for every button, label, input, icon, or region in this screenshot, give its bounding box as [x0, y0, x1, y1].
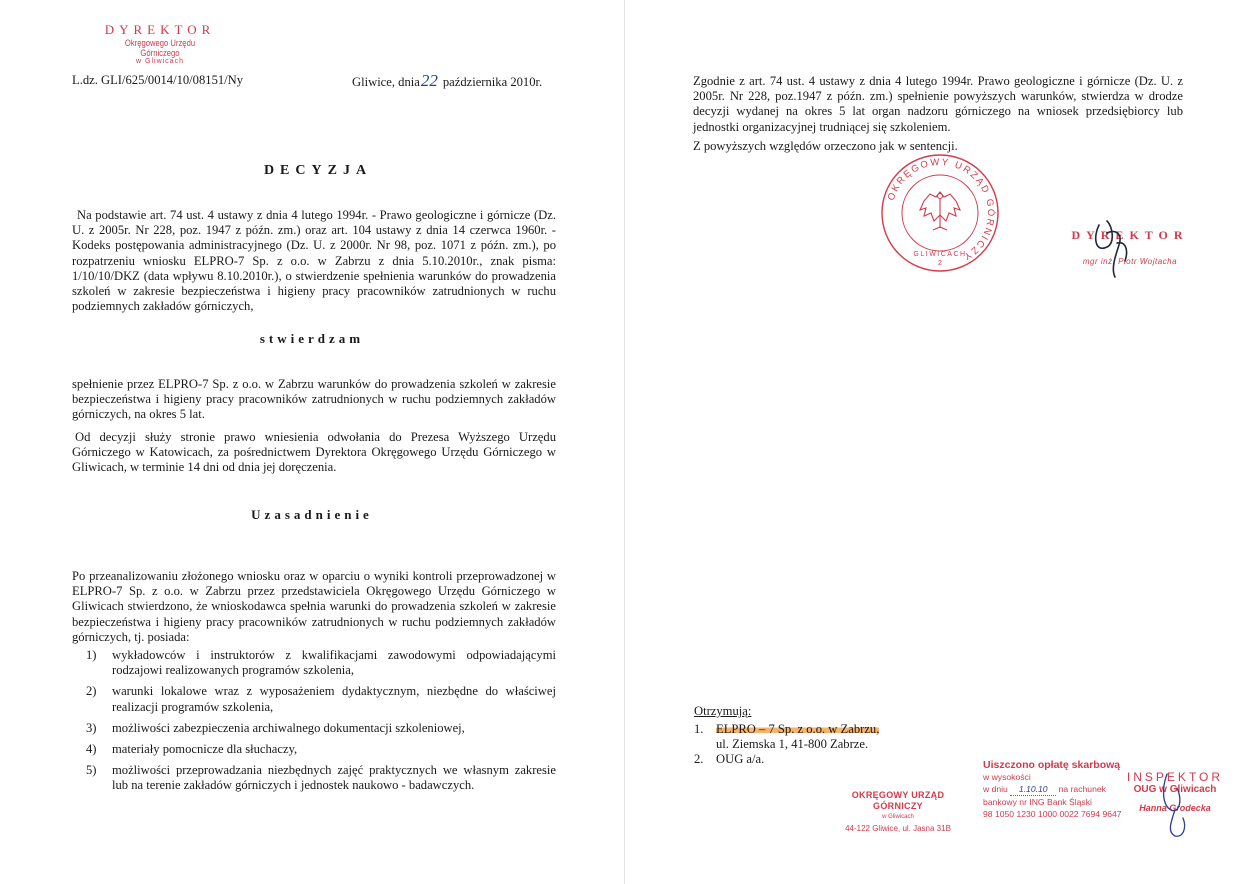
fee-stamp-title: Uiszczono opłatę skarbową	[983, 759, 1121, 771]
recipients-list	[694, 722, 954, 767]
recipient-line1: ELPRO – 7 Sp. z o.o. w Zabrzu,	[716, 722, 880, 736]
list-item	[72, 721, 556, 736]
fee-stamp-date-value: 1.10.10	[1010, 783, 1056, 796]
address-stamp-office: OKRĘGOWY URZĄD GÓRNICZY	[851, 790, 945, 811]
place-date	[352, 73, 542, 90]
legal-basis-paragraph: Zgodnie z art. 74 ust. 4 ustawy z dnia 4 lutego 1994r. Prawo geologiczne i górnicze (Dz. U. z 2005r. Nr 228, poz.1947 z późn. zm.) spełnienie powyższych warunków, stwierdza w drodze decyzji wydanej na okres 5 lat organ nadzoru górniczego na wniosek przedsiębiorcy lub jednostki organizacyjnej trudniącej się szkoleniem.	[693, 74, 1183, 134]
list-item	[694, 752, 954, 767]
list-item-text: możliwości zabezpieczenia archiwalnego dokumentacji szkoleniowej,	[112, 720, 465, 735]
director-handwritten-signature	[1085, 213, 1145, 283]
recipient-line1: OUG a/a.	[716, 752, 765, 766]
signature-block-name: mgr inż. Piotr Wojtacha	[1082, 257, 1178, 266]
list-item	[72, 684, 556, 714]
right-page	[625, 0, 1250, 884]
inspector-stamp-office: OUG w Gliwicach	[1133, 784, 1217, 795]
appeal-paragraph: Od decyzji służy stronie prawo wniesienia odwołania do Prezesa Wyższego Urzędu Górniczego w Katowicach, za pośrednictwem Dyrektora Okręgowego Urzędu Górniczego w Gliwicach, w terminie 14 dni od dnia jej doręczenia.	[72, 430, 556, 475]
inspector-handwritten-signature	[1149, 770, 1199, 840]
inspector-stamp-name: Hanna Grodecka	[1139, 803, 1211, 813]
conclusion-paragraph: Z powyższych względów orzeczono jak w sentencji.	[693, 139, 958, 153]
requirements-list	[72, 648, 556, 800]
office-address-stamp	[833, 790, 963, 834]
place-date-prefix: Gliwice, dnia	[352, 75, 420, 89]
justification-paragraph: Po przeanalizowaniu złożonego wniosku oraz w oparciu o wyniki kontroli przeprowadzonej w ELPRO-7 Sp. z o.o. w Zabrzu przez przedstawiciela Okręgowego Urzędu Górniczego w Gliwicach stwierdzono, że wnioskodawca spełnia warunki do prowadzenia szkoleń w zakresie bezpieczeństwa i higieny pracy pracowników zatrudnionych w ruchu podziemnych zakładów górniczych, tj. posiada:	[72, 569, 556, 644]
signature-block-title: DYREKTOR	[1071, 228, 1189, 242]
intro-paragraph: Na podstawie art. 74 ust. 4 ustawy z dnia 4 lutego 1994r. - Prawo geologiczne i górnicze (Dz. U. z 2005r. Nr 228, poz. 1947 z późn. zm.) oraz art. 104 ustawy z dnia 14 czerwca 1960r. - Kodeks postępowania administracyjnego (Dz. U. z 2000r. Nr 98, poz. 1071 z późn. zm.), po rozpatrzeniu wniosku ELPRO-7 Sp. z o.o. w Zabrzu z dnia 5.10.2010r., znak pisma: 1/10/10/DKZ (data wpływu 8.10.2010r.), o stwierdzenie spełnienia warunków do prowadzenia szkoleń w zakresie bezpieczeństwa i higieny pracy pracowników zatrudnionych w ruchu podziemnych zakładów górniczych,	[72, 208, 556, 314]
fee-stamp-date-prefix: w dniu	[983, 784, 1008, 794]
declaration-paragraph: spełnienie przez ELPRO-7 Sp. z o.o. w Zabrzu warunków do prowadzenia szkoleń w zakresie bezpieczeństwa i higieny pracy pracowników zatrudnionych w ruchu podziemnych zakładów górniczych, na okres 5 lat.	[72, 377, 556, 422]
address-stamp-street: 44-122 Gliwice, ul. Jasna 31B	[845, 824, 951, 833]
fee-stamp-date-suffix: na rachunek	[1058, 784, 1106, 794]
seal-number: 2	[938, 260, 942, 267]
seal-bottom-text: GLIWICACH	[913, 251, 967, 258]
reference-number: L.dz. GLI/625/0014/10/08151/Ny	[72, 73, 244, 87]
list-item-text: możliwości przeprowadzania niezbędnych zajęć praktycznych we własnym zakresie lub na terenie zakładów górniczych i jednostek naukowo - badawczych.	[112, 763, 556, 793]
header-stamp-office: Okręgowego Urzędu Górniczego	[124, 38, 196, 58]
director-header-stamp	[95, 22, 225, 65]
header-stamp-city: w Gliwicach	[136, 58, 184, 65]
official-round-seal	[879, 152, 1001, 274]
list-item	[72, 742, 556, 757]
declare-heading: stwierdzam	[259, 331, 365, 346]
eagle-emblem-icon	[920, 192, 960, 230]
date-day-handwritten: 22	[420, 71, 438, 90]
seal-ring-text: OKRĘGOWY URZĄD GÓRNICZY	[885, 156, 997, 263]
recipient-number: 2.	[694, 752, 704, 766]
fee-stamp-amount-line: w wysokości	[983, 772, 1031, 782]
list-item	[694, 722, 954, 752]
list-item-number: 4)	[86, 742, 97, 757]
fee-stamp-account-line: 98 1050 1230 1000 0022 7694 9647	[983, 809, 1122, 819]
justification-heading: Uzasadnienie	[251, 507, 373, 522]
list-item	[72, 648, 556, 678]
fee-stamp-bank-line: bankowy nr ING Bank Śląski	[983, 797, 1092, 807]
list-item-number: 1)	[86, 648, 97, 662]
list-item-number: 5)	[86, 763, 97, 778]
recipient-number: 1.	[694, 722, 704, 736]
recipient-line2: ul. Ziemska 1, 41-800 Zabrze.	[716, 737, 869, 751]
list-item-text: materiały pomocnicze dla słuchaczy,	[112, 742, 298, 757]
recipients-label: Otrzymują:	[694, 704, 752, 718]
header-stamp-title: DYREKTOR	[104, 22, 216, 37]
address-stamp-city: w Gliwicach	[882, 814, 914, 820]
list-item-number: 2)	[86, 684, 97, 699]
stamp-duty-fee-stamp	[983, 759, 1133, 820]
document-title: DECYZJA	[263, 163, 373, 178]
list-item-text: wykładowców i instruktorów z kwalifikacjami zawodowymi odpowiadającymi rodzajowi realizowanych programów szkolenia,	[112, 648, 556, 678]
list-item	[72, 763, 556, 793]
place-date-suffix: października 2010r.	[442, 75, 543, 89]
inspector-stamp-title: INSPEKTOR	[1126, 770, 1224, 784]
list-item-text: warunki lokalowe wraz z wyposażeniem dydaktycznym, niezbędne do właściwej realizacji programów szkolenia,	[112, 684, 556, 714]
fee-stamp-date-line	[983, 783, 1133, 796]
list-item-number: 3)	[86, 720, 97, 735]
